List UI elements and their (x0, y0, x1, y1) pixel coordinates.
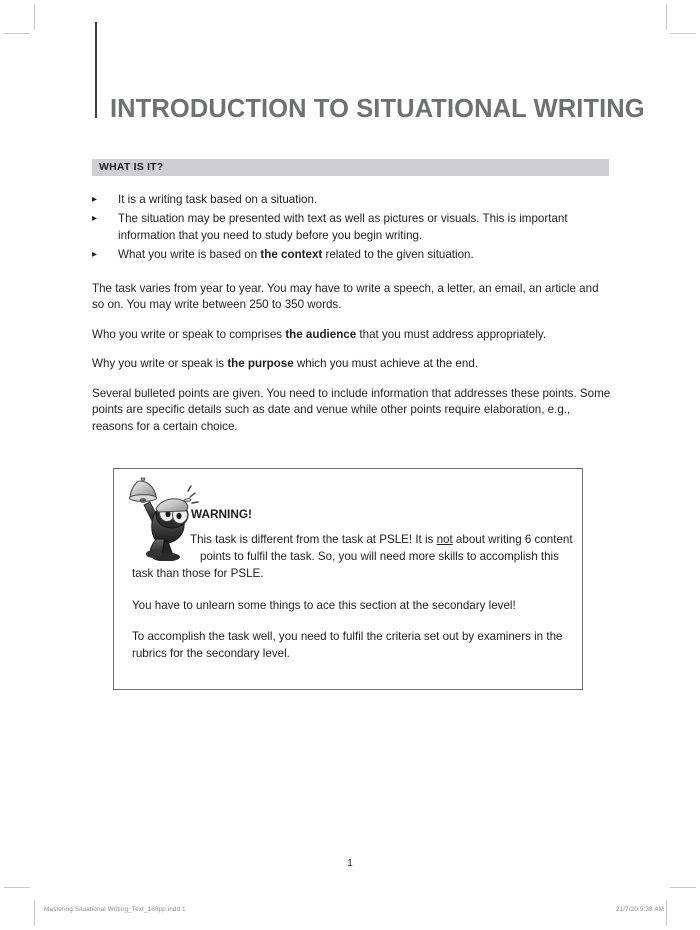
list-item-text-tail: related to the given situation. (322, 248, 474, 262)
paragraph-task-varies: The task varies from year to year. You may have to write a speech, a letter, an email, an article and so on. You may write between 250 to 350 words. (92, 281, 599, 312)
list-item (92, 192, 612, 208)
list-item-emphasis: the context (260, 248, 323, 262)
warning-paragraph-2: You have to unlearn some things to ace this section at the secondary level! (132, 599, 516, 612)
triangle-bullet-icon: ▸ (92, 194, 98, 205)
crop-mark-bottom-right-horizontal (670, 887, 696, 888)
paragraph-purpose-emphasis: the purpose (227, 357, 294, 371)
bullet-list (92, 192, 612, 264)
page-number: 1 (347, 858, 353, 869)
list-item-text-lead: What you write is based on (118, 248, 261, 262)
warning-paragraph-3: To accomplish the task well, you need to fulfil the criteria set out by examiners in the rubrics for the secondary level. (132, 630, 563, 660)
crop-mark-bottom-left-vertical (34, 900, 35, 926)
crop-mark-top-left-vertical (34, 4, 35, 30)
paragraph-purpose (92, 356, 612, 372)
warning-paragraph-1-line-3: task than those for PSLE. (132, 566, 264, 580)
imprint-filename: Mastering Situational Writing_Text_160pp.indd 1 (44, 906, 186, 913)
page-title: INTRODUCTION TO SITUATIONAL WRITING (110, 95, 645, 124)
list-item-text: The situation may be presented with text as well as pictures or visuals. This is important information that you need to study before you begin writing. (118, 212, 568, 242)
paragraph-purpose-lead: Why you write or speak is (92, 357, 228, 371)
section-header-label: WHAT IS IT? (99, 161, 164, 173)
section-header-bar (92, 159, 609, 176)
triangle-bullet-icon: ▸ (92, 213, 98, 225)
title-accent-rule (95, 22, 97, 118)
warning-paragraph-1-line-1 (132, 532, 575, 549)
crop-mark-top-left-horizontal (4, 33, 30, 34)
list-item (92, 247, 612, 263)
imprint-timestamp: 21/7/20 9:38 AM (615, 906, 664, 913)
list-item-text (118, 247, 612, 263)
warning-paragraph-1 (132, 532, 575, 582)
body-content (92, 192, 612, 435)
paragraph-audience (92, 327, 612, 343)
paragraph-purpose-tail: which you must achieve at the end. (293, 357, 478, 371)
crop-mark-bottom-left-horizontal (4, 887, 30, 888)
triangle-bullet-icon: ▸ (92, 249, 98, 261)
list-item-text: It is a writing task based on a situation. (118, 193, 318, 206)
crop-mark-bottom-right-vertical (666, 900, 667, 926)
warning-p1-underlined: not (436, 533, 453, 546)
crop-mark-top-right-vertical (666, 4, 667, 30)
warning-label: WARNING! (191, 507, 252, 521)
paragraph-audience-tail: that you must address appropriately. (356, 327, 547, 341)
paragraph-audience-lead: Who you write or speak to comprises (92, 327, 286, 341)
warning-paragraph-1-line-2: points to fulfil the task. So, you will need more skills to accomplish this (200, 549, 559, 563)
warning-p1-lead: This task is different from the task at PSLE! It is (190, 533, 437, 546)
paragraph-bulleted-points: Several bulleted points are given. You need to include information that addresses these points. Some points are specific details such as date and venue while other points require elaboration, e.g., reasons for a certain choice. (92, 386, 611, 433)
list-item (92, 211, 612, 244)
warning-box (113, 468, 583, 690)
paragraph-audience-emphasis: the audience (285, 327, 357, 341)
warning-p1-tail: about writing 6 content (452, 533, 573, 546)
crop-mark-top-right-horizontal (670, 33, 696, 34)
